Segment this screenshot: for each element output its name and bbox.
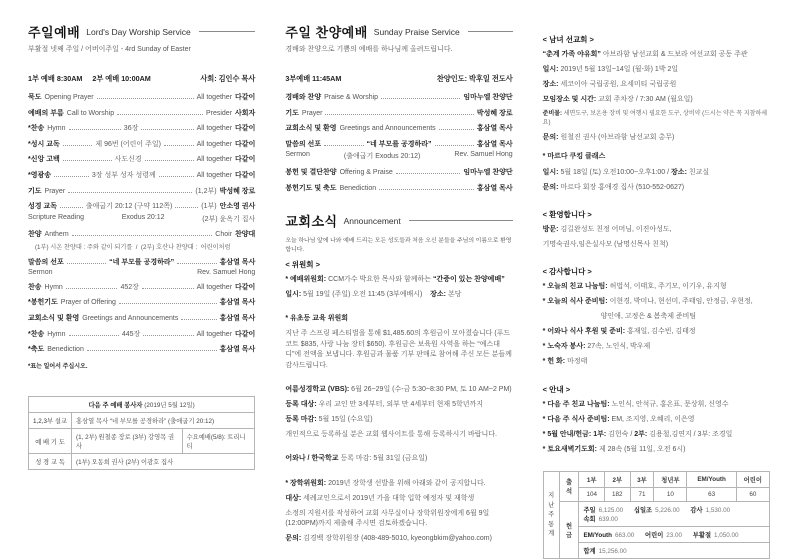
stats-side-label: 지난주통계 [543, 471, 559, 558]
service-row [28, 344, 255, 354]
row-label-ko: 경배와 찬양 [285, 94, 322, 101]
row-right-ko: 다같이 [235, 330, 256, 338]
dotted-leader [381, 98, 460, 99]
dotted-leader [87, 350, 217, 351]
dotted-leader [142, 288, 194, 289]
thanks-header: < 감사합니다 > [542, 266, 592, 276]
service-row [28, 313, 255, 323]
thanks-line: * 어와나 식사 후원 및 준비: 홍재일, 김수빈, 김태정 [542, 328, 696, 336]
service-row [28, 92, 255, 102]
stats-col-header: 청년부 [654, 471, 687, 487]
dotted-leader [72, 235, 213, 236]
announcement-line: 소정의 지원서를 작성하여 교회 사무실이나 장학위원장에게 6월 9일(12:00PM)까지 제출해 주시면 검토하겠습니다. [285, 509, 490, 528]
sermon-subrow [28, 269, 255, 276]
thanks-line: * 오늘의 식사 준비팀: 이현경, 박미나, 현선미, 주태임, 안정금, 우현정, [542, 298, 753, 306]
row-label-ko: 말씀의 선포 [285, 140, 322, 148]
row-label-en: Benediction [47, 346, 84, 354]
row-label-en: Anthem [44, 231, 69, 239]
attendance-label: 출석 [559, 471, 579, 501]
community-column [542, 22, 770, 555]
title-rule [199, 31, 256, 32]
table-cell: 홍삼열 목사 “네 부모를 공경하라” (출애굽기 20:12) [72, 413, 255, 429]
service-row [28, 139, 255, 149]
sermon-title: “네 부모를 공경하라” [109, 258, 175, 266]
next-week-title-bold: 다음 주 예배 봉사자 [88, 402, 143, 409]
title-rule [468, 31, 513, 32]
dotted-leader [177, 263, 216, 264]
mission-line: “춘계 가족 야유회” 아브라함 남선교회 & 드보라 여선교회 공동 주관 [542, 51, 748, 58]
cooking-class-line: 일시: 5월 18일 (토) 오전10:00~오후1:00 / 장소: 친교실 [542, 168, 710, 176]
row-right-ko: 임마누엘 찬양단 [463, 94, 513, 101]
row-right-ko: 다같이 [235, 171, 256, 179]
table-row-header: 예 배 기 도 [29, 429, 72, 454]
row-label-en: Greetings and Announcements [82, 314, 179, 322]
row-right-en: All together [196, 283, 233, 291]
dotted-leader [54, 176, 89, 177]
offering-row: 주일 6,125.00 십일조 5,226.00 감사 1,530.00 속회 639.00 [579, 501, 770, 526]
mission-line: 모임장소 및 시간: 교회 주차장 / 7:30 AM (월요일) [542, 96, 693, 104]
service-row [28, 282, 255, 292]
title-rule [409, 220, 513, 221]
dotted-leader [379, 189, 474, 190]
worship-times: 1부 예배 8:30AM 2부 예배 10:00AM [28, 74, 151, 83]
row-label-ko: 찬송 [28, 283, 42, 291]
thanks-section [543, 266, 770, 373]
worship-title-korean: 주일예배 [28, 25, 81, 40]
row-center: 출애굽기 20:12 (구약 112쪽) [85, 203, 173, 211]
row-label-ko: *신앙 고백 [28, 156, 60, 164]
attendance-value: 182 [605, 487, 631, 501]
row-label-ko: 말씀의 선포 [28, 258, 64, 266]
thanks-line: * 오늘의 친교 나눔팀: 허법석, 이태호, 주기모, 이기우, 유지형 [542, 282, 727, 290]
anthem-note: (1부) 시온 찬양대 : 주와 같이 되기를 / (2부) 호산나 찬양대 : 어린이처럼 [35, 243, 231, 251]
praise-schedule-line [285, 74, 512, 84]
service-row [285, 183, 512, 193]
service-row [28, 108, 255, 118]
row-label-ko: 기도 [28, 187, 42, 195]
offering-row: EM/Youth 663.00 어린이 23.00 부활절 1,050.00 [579, 526, 770, 542]
announcement-title-korean: 교회소식 [285, 214, 338, 230]
stats-col-header: 어린이 [736, 471, 769, 487]
row-label-ko: 찬양 [28, 231, 42, 239]
row-label-ko: *봉헌기도 [28, 299, 58, 307]
info-section [543, 384, 770, 460]
row-center: 제 96번 (어린이 주일) [95, 140, 161, 148]
row-center: 36장 [123, 125, 139, 133]
row-label-ko: *찬송 [28, 125, 45, 133]
service-row [28, 170, 255, 180]
announcement-line: 여름성경학교 (VBS): 6월 26~29일 (수-금 5:30~8:30 PM, 토 10 AM~2 PM) [285, 386, 512, 394]
row-label-ko: *성시 교독 [28, 140, 60, 148]
welcome-line: 기명숙권사,임은실사모 (남명신목사 친척) [542, 240, 669, 248]
service-row [285, 108, 512, 118]
row-label-ko: 교회소식 및 환영 [285, 125, 337, 133]
service-row [28, 229, 255, 239]
table-cell: (1부) 오동희 권사 (2부) 이광호 집사 [72, 454, 255, 470]
row-right-en: All together [196, 94, 233, 101]
announcement-line: * 예배위원회: CCM가수 박요한 목사와 함께하는 “간증이 있는 찬양예배” [285, 276, 505, 284]
service-row [28, 123, 255, 133]
row-right-en: All together [196, 125, 233, 133]
row-right-ko: 홍삼열 목사 [219, 314, 256, 322]
cooking-class-line: 문의: 마르다 회장 홍애경 집사 (510-552-0627) [542, 183, 685, 191]
row-right-ko: 박성혜 장로 [219, 187, 256, 195]
subrow-center: Exodus 20:12 [121, 213, 165, 221]
praise-service-column [285, 22, 514, 543]
table-cell: 수요예배(5/8): 트리니티 [182, 429, 255, 454]
praise-subtitle: 경배와 찬양으로 기쁨의 예배를 하나님께 올려드립니다. [285, 46, 453, 53]
dotted-leader [175, 207, 198, 208]
attendance-value: 63 [687, 487, 736, 501]
subrow-right: Rev. Samuel Hong [454, 151, 513, 159]
thanks-line: * 헌 화: 마정태 [542, 358, 588, 366]
announcement-line: 대상: 세례교인으로서 2019년 가을 대학 입학 예정자 및 재학생 [285, 494, 475, 502]
info-line: * 5월 안내/헌금: 1부: 김헌숙 / 2부: 김용철,김연지 / 3부: 조경일 [542, 430, 733, 438]
dotted-leader [141, 129, 193, 130]
row-center: 3장 성부 성자 성령께 [91, 171, 156, 179]
dotted-leader [60, 207, 83, 208]
row-right-en: All together [196, 171, 233, 179]
row-right-ko: 다같이 [235, 156, 256, 164]
thanks-line: * 노숙자 봉사: 27속, 노인식, 박우제 [542, 343, 651, 351]
dotted-leader [67, 263, 106, 264]
welcome-header: < 환영합니다 > [542, 209, 592, 219]
welcome-line: 오늘 하나님 앞에 나와 예배 드리는 모든 성도들과 처음 오신 분들을 주님의 이름으로 환영합니다. [285, 238, 512, 254]
mission-section [543, 34, 770, 198]
stats-col-header: 2부 [605, 471, 631, 487]
row-right-ko: 홍삼열 목사 [219, 258, 256, 266]
row-right-en: All together [196, 330, 233, 338]
worship-presider: 사회: 김인수 목사 [200, 74, 256, 83]
row-label-ko: 교회소식 및 환영 [28, 314, 80, 322]
row-right-en: Choir [215, 231, 233, 239]
subrow-right: Rev. Samuel Hong [197, 269, 256, 277]
row-label-ko: *축도 [28, 346, 45, 354]
service-row [285, 123, 512, 133]
offering-total-row: 합계 15,256.00 [579, 542, 770, 558]
row-right-ko: 다같이 [235, 125, 256, 133]
announcement-line: 문의: 김경백 장학위원장 (408-489-5010, kyeongbkim@yahoo.com) [285, 535, 492, 543]
worship-section-title [28, 22, 255, 41]
mission-line: 장소: 세코이아 국립공원, 요세미티 국립공원 [542, 81, 677, 89]
announcement-line: * 장학위원회: 2019년 장학생 선발을 위해 아래와 같이 공지합니다. [285, 479, 486, 487]
row-label-ko: 봉헌기도 및 축도 [285, 184, 337, 192]
row-label-ko: *영광송 [28, 171, 52, 179]
subrow-center: (출애굽기 Exodus 20:12) [343, 153, 421, 161]
mission-header: < 남녀 선교회 > [542, 35, 594, 44]
row-right-ko: 홍삼열 목사 [476, 125, 513, 133]
sermon-row [285, 139, 512, 149]
announcement-line: 일시: 5월 19일 (주일) 오전 11:45 (3부예배시) 장소: 본당 [285, 291, 462, 299]
thanks-line: 양인애, 고정은 & 봄축제 준비팀 [600, 313, 697, 321]
row-center: 445장 [121, 330, 141, 338]
stats-col-header: EM/Youth [687, 471, 736, 487]
row-label-en: Offering & Praise [339, 168, 393, 176]
row-right-ko: 다같이 [235, 140, 256, 148]
row-label-en: Praise & Worship [324, 94, 379, 101]
row-right-ko: 임마누엘 찬양단 [463, 168, 513, 176]
info-line: * 다음 주 친교 나눔팀: 노인식, 안석규, 홍온표, 문상휘, 신영수 [542, 400, 729, 408]
row-label-en: Hymn [44, 283, 63, 291]
row-label-ko: 묵도 [28, 94, 42, 101]
sermon-row [28, 257, 255, 267]
praise-title-korean: 주일 찬양예배 [285, 25, 368, 40]
announcement-title-english: Announcement [343, 215, 401, 226]
row-right-en: All together [196, 156, 233, 164]
subrow-left: Sermon [285, 151, 310, 159]
row-label-en: Prayer [301, 109, 323, 117]
praise-leader: 찬양인도: 박후일 전도사 [436, 74, 513, 83]
offering-label: 헌금 [559, 501, 579, 558]
attendance-value: 104 [579, 487, 605, 501]
info-header: < 안내 > [542, 384, 571, 394]
row-right-en: (1부) [201, 203, 217, 211]
dotted-leader [164, 145, 194, 146]
welcome-line: 방문: 김길완성도 친정 어머님, 이진아성도, [542, 225, 672, 233]
service-row [28, 154, 255, 164]
last-week-stats-table [543, 471, 770, 559]
dotted-leader [69, 335, 119, 336]
row-center: 452장 [120, 283, 139, 291]
row-right-ko: 사회자 [235, 109, 256, 117]
row-right-ko: 안소영 권사 [219, 203, 256, 211]
standing-note: *표는 일어서 주십시오. [28, 363, 88, 370]
stats-col-header: 1부 [579, 471, 605, 487]
subrow-right: (2부) 윤옥기 집사 [202, 215, 256, 223]
service-row [285, 92, 512, 102]
row-center: 사도신경 [114, 156, 142, 164]
dotted-leader [143, 335, 193, 336]
row-label-en: Hymn [47, 330, 66, 338]
worship-title-english: Lord's Day Worship Service [86, 26, 191, 37]
announcement-section-title [285, 211, 512, 230]
announcement-line: 개인적으로 등록하실 분은 교회 웹사이트를 통해 등록하시기 바랍니다. [285, 431, 497, 439]
sermon-subrow [285, 151, 512, 161]
dotted-leader [63, 160, 112, 161]
row-right-ko: 박성혜 장로 [476, 109, 513, 117]
mission-line: 문의: 원철진 권사 (아브라함 남선교회 총무) [542, 133, 675, 141]
dotted-leader [435, 145, 474, 146]
dotted-leader [181, 319, 216, 320]
dotted-leader [117, 114, 203, 115]
welcome-section [543, 209, 770, 255]
next-week-table-title [29, 397, 255, 413]
dotted-leader [325, 114, 473, 115]
stats-col-header: 3부 [630, 471, 654, 487]
mission-line: 일시: 2019년 5월 13일~14일 (월-화) 1박 2일 [542, 66, 679, 74]
table-row-header: 성 경 교 독 [29, 454, 72, 470]
next-week-servers-table [28, 396, 255, 470]
dotted-leader [66, 288, 118, 289]
row-label-en: Call to Worship [66, 109, 115, 117]
table-row-header: 1,2,3부 설교 [29, 413, 72, 429]
dotted-leader [159, 176, 194, 177]
cooking-class-line: * 마르다 쿠킹 클래스 [542, 153, 606, 161]
service-row [285, 167, 512, 177]
dotted-leader [69, 129, 121, 130]
row-right-ko: 홍삼열 목사 [476, 140, 513, 148]
dotted-leader [439, 129, 474, 130]
mission-line: 준비물: 세면도구, 보온용 장비 및 여행시 필요한 도구, 상비약 (드시는 약은 꼭 지참하세요) [542, 111, 768, 127]
row-label-ko: 기도 [285, 109, 299, 117]
row-right-ko: 다같이 [235, 94, 256, 101]
announcement-paragraph: 지난 주 스프링 페스티벌을 통해 $1,485.60의 후원금이 모아졌습니다 (푸드 코트 $835, 사랑 나눔 장터 $650). 후원금은 보육원 사역을 하는 “예스대디”에 전액을 보냅니다. 후원금과 물품 기부 판매로 참여해 주신 모든 분들께 감사드립니다. [285, 330, 514, 369]
row-right-ko: 홍삼열 목사 [476, 184, 513, 192]
praise-time: 3부예배 11:45AM [285, 74, 342, 83]
row-right-en: (1,2부) [195, 187, 217, 195]
attendance-value: 10 [654, 487, 687, 501]
worship-schedule-line [28, 74, 255, 84]
row-right-ko: 홍삼열 목사 [219, 299, 256, 307]
service-row [28, 329, 255, 339]
committee-header: < 위원회 > [285, 260, 320, 270]
row-label-en: Greetings and Announcements [339, 125, 436, 133]
row-label-en: Opening Prayer [44, 94, 94, 101]
row-label-en: Benediction [339, 184, 377, 192]
row-label-ko: 봉헌 및 결단찬양 [285, 168, 337, 176]
sermon-title: “네 부모를 공경하라” [366, 140, 432, 148]
praise-section-title [285, 22, 512, 41]
dotted-leader [68, 192, 192, 193]
next-week-title-date: (2019년 5월 12일) [142, 402, 195, 409]
row-label-en: Prayer [44, 187, 66, 195]
dotted-leader [119, 303, 217, 304]
row-label-ko: 예배의 부름 [28, 109, 64, 117]
worship-service-column [28, 22, 255, 470]
announcement-line: 어와나 / 한국학교 등록 마감: 5월 31일 (금요일) [285, 455, 428, 463]
subrow-left: Scripture Reading [28, 213, 85, 221]
row-right-ko: 찬양대 [235, 231, 256, 239]
dotted-leader [396, 173, 461, 174]
dotted-leader [63, 145, 93, 146]
announcement-line: * 유초등 교육 위원회 [285, 315, 348, 323]
info-line: * 다음 주 식사 준비팀: EM, 조지영, 오혜리, 이은영 [542, 415, 695, 423]
row-right-ko: 홍삼열 목사 [219, 346, 256, 354]
attendance-value: 60 [736, 487, 769, 501]
service-row [28, 186, 255, 196]
subrow-left: Sermon [28, 269, 53, 277]
scripture-reading-subrow [28, 214, 255, 224]
praise-title-english: Sunday Praise Service [373, 26, 460, 37]
dotted-leader [324, 145, 363, 146]
row-label-en: Prayer of Offering [60, 299, 116, 307]
announcement-line: 등록 대상: 우리 교인 만 3세부터, 외부 만 4세부터 현재 5학년까지 [285, 401, 484, 409]
service-row [28, 201, 255, 211]
dotted-leader [145, 160, 194, 161]
worship-subtitle: 부활절 넷째 주일 / 어버이주일 - 4rd Sunday of Easter [28, 46, 191, 53]
dotted-leader [97, 98, 194, 99]
row-right-en: Presider [205, 109, 233, 117]
row-label-ko: *찬송 [28, 330, 45, 338]
attendance-value: 71 [630, 487, 654, 501]
row-label-ko: 성경 교독 [28, 203, 57, 211]
row-right-ko: 다같이 [235, 283, 256, 291]
table-cell: (1, 2부) 원철종 장로 (3부) 강영목 권사 [72, 429, 183, 454]
announcement-line: 등록 마감: 5월 15일 (수요일) [285, 416, 373, 424]
row-label-en: Hymn [47, 125, 66, 133]
info-line: * 토요새벽기도회: 제 28속 (5월 11일, 오전 6시) [542, 445, 686, 453]
service-row [28, 297, 255, 307]
row-right-en: All together [196, 140, 233, 148]
